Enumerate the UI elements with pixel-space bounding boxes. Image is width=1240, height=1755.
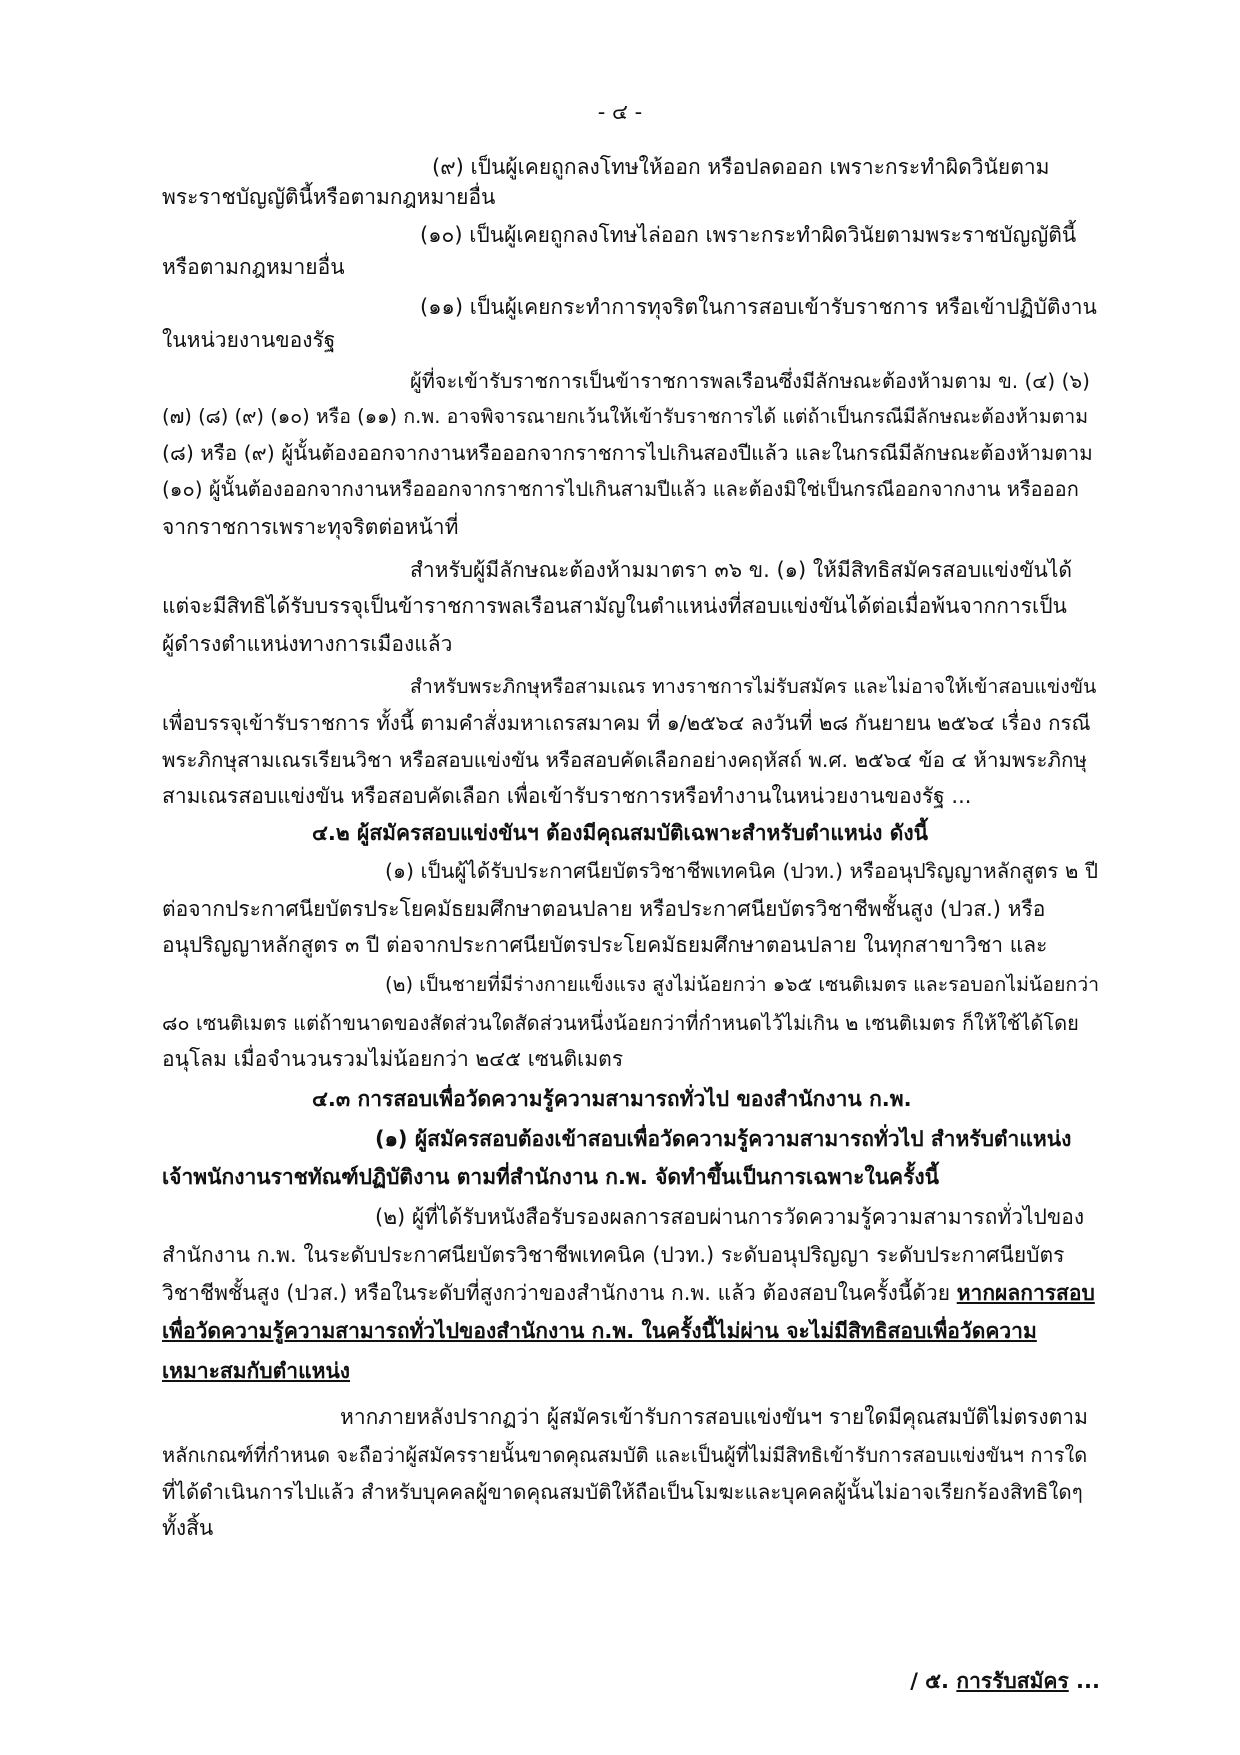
qualification-1-line-2: ต่อจากประกาศนียบัตรประโยคมัธยมศึกษาตอนปลาย หรือประกาศนียบัตรวิชาชีพชั้นสูง (ปวส.) หรือ xyxy=(162,897,1046,921)
exam-2-fail-warning: เพื่อวัดความรู้ความสามารถทั่วไปของสำนักงาน ก.พ. ในครั้งนี้ไม่ผ่าน จะไม่มีสิทธิสอบเพื่อวัดความ xyxy=(162,1319,1037,1343)
exam-1-line-2: เจ้าพนักงานราชทัณฑ์ปฏิบัติงาน ตามที่สำนักงาน ก.พ. จัดทำขึ้นเป็นการเฉพาะในครั้งนี้ xyxy=(162,1165,939,1189)
next-page-prefix: / ๕. xyxy=(910,1669,957,1693)
disqualify-para-line-2: หลักเกณฑ์ที่กำหนด จะถือว่าผู้สมัครรายนั้นขาดคุณสมบัติ และเป็นผู้ที่ไม่มีสิทธิเข้ารับการสอบแข่งขันฯ การใด xyxy=(162,1443,1088,1467)
disqualify-para-line-4: ทั้งสิ้น xyxy=(162,1516,214,1540)
exam-2-line-2: สำนักงาน ก.พ. ในระดับประกาศนียบัตรวิชาชีพเทคนิค (ปวท.) ระดับอนุปริญญา ระดับประกาศนียบัตร xyxy=(162,1243,1065,1267)
exam-2-line-3 xyxy=(162,1278,1100,1308)
qualification-2-line-3: อนุโลม เมื่อจำนวนรวมไม่น้อยกว่า ๒๔๕ เซนติเมตร xyxy=(162,1047,624,1071)
disqualify-para-line-1: หากภายหลังปรากฏว่า ผู้สมัครเข้ารับการสอบแข่งขันฯ รายใดมีคุณสมบัติไม่ตรงตาม xyxy=(340,1405,1088,1429)
clause-11-line-1: (๑๑) เป็นผู้เคยกระทำการทุจริตในการสอบเข้ารับราชการ หรือเข้าปฏิบัติงาน xyxy=(420,295,1097,319)
clause-10-line-1: (๑๐) เป็นผู้เคยถูกลงโทษไล่ออก เพราะกระทำผิดวินัยตามพระราชบัญญัตินี้ xyxy=(420,223,1077,247)
monk-para-line-3: พระภิกษุสามเณรเรียนวิชา หรือสอบแข่งขัน หรือสอบคัดเลือกอย่างคฤหัสถ์ พ.ศ. ๒๕๖๔ ข้อ ๔ ห้ามพระภิกษุ xyxy=(162,748,1087,772)
exemption-para-line-5: จากราชการเพราะทุจริตต่อหน้าที่ xyxy=(162,515,459,539)
section-4-2-heading: ๔.๒ ผู้สมัครสอบแข่งขันฯ ต้องมีคุณสมบัติเฉพาะสำหรับตำแหน่ง ดังนี้ xyxy=(312,821,928,845)
exam-2-fail-warning-start: หากผลการสอบ xyxy=(956,1281,1095,1305)
clause-9-line-2: พระราชบัญญัตินี้หรือตามกฎหมายอื่น xyxy=(162,185,496,209)
exemption-para-line-2: (๗) (๘) (๙) (๑๐) หรือ (๑๑) ก.พ. อาจพิจารณายกเว้นให้เข้ารับราชการได้ แต่ถ้าเป็นกรณีมีลักษณะต้องห้ามตาม xyxy=(162,405,1089,428)
qualification-1-line-3: อนุปริญญาหลักสูตร ๓ ปี ต่อจากประกาศนียบัตรประโยคมัธยมศึกษาตอนปลาย ในทุกสาขาวิชา และ xyxy=(162,933,1048,957)
exam-2-line-3-text: วิชาชีพชั้นสูง (ปวส.) หรือในระดับที่สูงกว่าของสำนักงาน ก.พ. แล้ว ต้องสอบในครั้งนี้ด้วย xyxy=(162,1281,957,1305)
clause-11-line-2: ในหน่วยงานของรัฐ xyxy=(162,328,336,352)
exemption-para-line-3: (๘) หรือ (๙) ผู้นั้นต้องออกจากงานหรือออกจากราชการไปเกินสองปีแล้ว และในกรณีมีลักษณะต้องห้ามตาม xyxy=(162,441,1093,465)
next-page-suffix: ... xyxy=(1068,1669,1100,1693)
qualification-2-line-2: ๘๐ เซนติเมตร แต่ถ้าขนาดของสัดส่วนใดสัดส่วนหนึ่งน้อยกว่าที่กำหนดไว้ไม่เกิน ๒ เซนติเมตร ก็ให้ใช้ได้โดย xyxy=(162,1011,1079,1035)
exam-1-line-1: (๑) ผู้สมัครสอบต้องเข้าสอบเพื่อวัดความรู้ความสามารถทั่วไป สำหรับตำแหน่ง xyxy=(375,1127,1072,1151)
page-number: - ๔ - xyxy=(597,100,643,124)
qualification-1-line-1: (๑) เป็นผู้ได้รับประกาศนียบัตรวิชาชีพเทคนิค (ปวท.) หรืออนุปริญญาหลักสูตร ๒ ปี xyxy=(385,859,1098,883)
clause-9-line-1: (๙) เป็นผู้เคยถูกลงโทษให้ออก หรือปลดออก เพราะกระทำผิดวินัยตาม xyxy=(432,155,1050,179)
disqualify-para-line-3: ที่ได้ดำเนินการไปแล้ว สำหรับบุคคลผู้ขาดคุณสมบัติให้ถือเป็นโมฆะและบุคคลผู้นั้นไม่อาจเรียกร้องสิทธิใดๆ xyxy=(162,1480,1083,1504)
monk-para-line-4: สามเณรสอบแข่งขัน หรือสอบคัดเลือก เพื่อเข้ารับราชการหรือทำงานในหน่วยงานของรัฐ ... xyxy=(162,784,972,808)
qualification-2-line-1: (๒) เป็นชายที่มีร่างกายแข็งแรง สูงไม่น้อยกว่า ๑๖๕ เซนติเมตร และรอบอกไม่น้อยกว่า xyxy=(385,973,1100,996)
political-para-line-1: สำหรับผู้มีลักษณะต้องห้ามมาตรา ๓๖ ข. (๑) ให้มีสิทธิสมัครสอบแข่งขันได้ xyxy=(410,558,1073,582)
monk-para-line-2: เพื่อบรรจุเข้ารับราชการ ทั้งนี้ ตามคำสั่งมหาเถรสมาคม ที่ ๑/๒๕๖๔ ลงวันที่ ๒๘ กันยายน ๒๕๖๔ เรื่อง กรณี xyxy=(162,711,1091,735)
exemption-para-line-1: ผู้ที่จะเข้ารับราชการเป็นข้าราชการพลเรือนซึ่งมีลักษณะต้องห้ามตาม ข. (๔) (๖) xyxy=(410,369,1090,393)
political-para-line-2: แต่จะมีสิทธิได้รับบรรจุเป็นข้าราชการพลเรือนสามัญในตำแหน่งที่สอบแข่งขันได้ต่อเมื่อพ้นจากการเป็น xyxy=(162,594,1067,618)
monk-para-line-1: สำหรับพระภิกษุหรือสามเณร ทางราชการไม่รับสมัคร และไม่อาจให้เข้าสอบแข่งขัน xyxy=(410,675,1097,698)
next-page-link[interactable]: การรับสมัคร xyxy=(956,1669,1069,1693)
exam-2-fail-warning-end: เหมาะสมกับตำแหน่ง xyxy=(162,1359,351,1383)
section-4-3-heading: ๔.๓ การสอบเพื่อวัดความรู้ความสามารถทั่วไป ของสำนักงาน ก.พ. xyxy=(312,1087,912,1111)
clause-10-line-2: หรือตามกฎหมายอื่น xyxy=(162,255,345,279)
political-para-line-3: ผู้ดำรงตำแหน่งทางการเมืองแล้ว xyxy=(162,632,453,656)
exam-2-line-1: (๒) ผู้ที่ได้รับหนังสือรับรองผลการสอบผ่านการวัดความรู้ความสามารถทั่วไปของ xyxy=(375,1205,1085,1229)
next-page-reference xyxy=(910,1665,1100,1698)
exemption-para-line-4: (๑๐) ผู้นั้นต้องออกจากงานหรือออกจากราชการไปเกินสามปีแล้ว และต้องมิใช่เป็นกรณีออกจากงาน หรือออก xyxy=(162,477,1079,501)
